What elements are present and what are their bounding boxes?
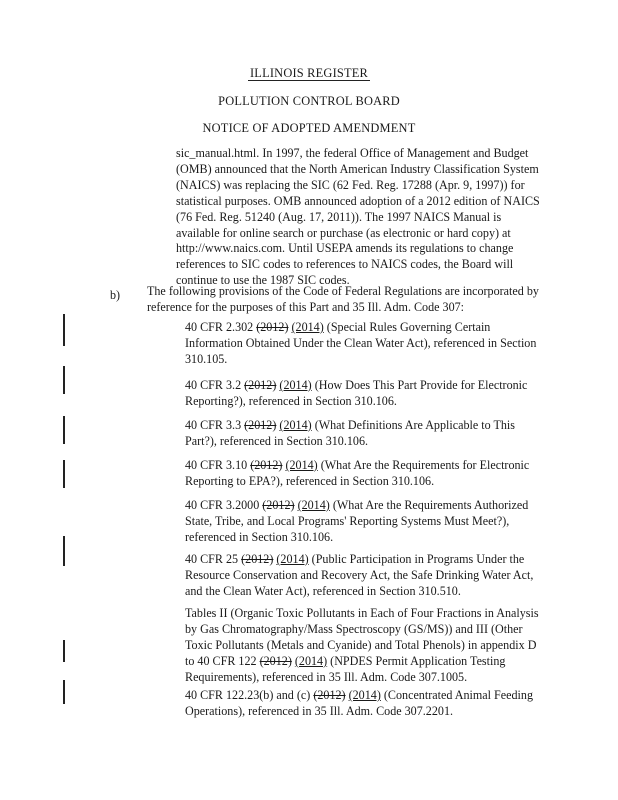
section-b-label: b) (110, 288, 121, 302)
cfr-item (185, 418, 545, 450)
deleted-year: (2012) (250, 458, 283, 472)
inserted-year: (2014) (348, 688, 381, 702)
notice-title: NOTICE OF ADOPTED AMENDMENT (202, 121, 416, 135)
deleted-year: (2012) (313, 688, 346, 702)
cfr-item (185, 552, 545, 600)
cfr-item (185, 378, 545, 410)
deleted-year: (2012) (244, 418, 277, 432)
cfr-citation: 40 CFR 25 (185, 552, 242, 566)
cfr-citation: 40 CFR 3.2000 (185, 498, 263, 512)
change-bar (63, 460, 65, 488)
cfr-item (185, 688, 545, 720)
cfr-description: (Concentrated Animal Feeding Operations), referenced in 35 Ill. Adm. Code 307.2201. (185, 688, 533, 718)
register-title: ILLINOIS REGISTER (249, 66, 368, 80)
cfr-item (185, 458, 545, 490)
cfr-citation: 40 CFR 3.3 (185, 418, 245, 432)
cfr-citation: 40 CFR 122.23(b) and (c) (185, 688, 314, 702)
inserted-year: (2014) (285, 458, 318, 472)
change-bar (63, 416, 65, 444)
cfr-description: (What Are the Requirements for Electronic Reporting to EPA?), referenced in Section 310.106. (185, 458, 530, 488)
change-bar (63, 680, 65, 704)
cfr-item (185, 498, 545, 546)
change-bar (63, 640, 65, 662)
intro-paragraph: sic_manual.html. In 1997, the federal Office of Management and Budget (OMB) announced that the North American Industry Classification System (NAICS) was replacing the SIC (62 Fed. Reg. 17288 (Apr. 9, 1997)) for statistical purposes. OMB announced adoption of a 2012 edition of NAICS (76 Fed. Reg. 51240 (Aug. 17, 2011)). The 1997 NAICS Manual is available for online search or purchase (as electronic or hard copy) at http://www.naics.com. Until USEPA amends its regulations to change references to SIC codes to references to NAICS codes, the Board will continue to use the 1987 SIC codes. (176, 146, 540, 288)
cfr-citation: 40 CFR 3.10 (185, 458, 251, 472)
cfr-citation: 40 CFR 2.302 (185, 320, 257, 334)
cfr-description: (NPDES Permit Application Testing Requirements), referenced in 35 Ill. Adm. Code 307.1005. (185, 653, 506, 684)
cfr-item (185, 606, 545, 686)
deleted-year: (2012) (241, 552, 274, 566)
inserted-year: (2014) (291, 320, 324, 334)
cfr-description: (What Definitions Are Applicable to This Part?), referenced in Section 310.106. (185, 418, 515, 448)
cfr-item (185, 320, 545, 368)
section-b-text: The following provisions of the Code of Federal Regulations are incorporated by reference for the purposes of this Part and 35 Ill. Adm. Code 307: (147, 284, 539, 314)
deleted-year: (2012) (262, 498, 295, 512)
cfr-citation: Tables II (Organic Toxic Pollutants in Each of Four Fractions in Analysis by Gas Chromatography/Mass Spectroscopy (GS/MS)) and III (Other Toxic Pollutants (Metals and Cyanide) and Total Phenols) in appendix D to 40 CFR 122 (185, 606, 539, 668)
change-bar (63, 536, 65, 566)
inserted-year: (2014) (297, 498, 330, 512)
board-name: POLLUTION CONTROL BOARD (218, 94, 400, 108)
cfr-description: (How Does This Part Provide for Electronic Reporting?), referenced in Section 310.106. (185, 378, 528, 408)
cfr-description: (What Are the Requirements Authorized State, Tribe, and Local Programs' Reporting Systems Must Meet?), referenced in Section 310.106. (185, 498, 529, 544)
inserted-year: (2014) (279, 378, 312, 392)
deleted-year: (2012) (244, 378, 277, 392)
cfr-description: (Special Rules Governing Certain Information Obtained Under the Clean Water Act), referenced in Section 310.105. (185, 320, 537, 366)
register-header (0, 66, 618, 81)
inserted-year: (2014) (279, 418, 312, 432)
deleted-year: (2012) (256, 320, 289, 334)
change-bar (63, 314, 65, 346)
inserted-year: (2014) (276, 552, 309, 566)
change-bar (63, 366, 65, 394)
deleted-year: (2012) (259, 653, 292, 668)
cfr-description: (Public Participation in Programs Under the Resource Conservation and Recovery Act, the Safe Drinking Water Act, and the Clean Water Act), referenced in Section 310.510. (185, 552, 534, 598)
cfr-citation: 40 CFR 3.2 (185, 378, 245, 392)
inserted-year: (2014) (294, 653, 328, 668)
